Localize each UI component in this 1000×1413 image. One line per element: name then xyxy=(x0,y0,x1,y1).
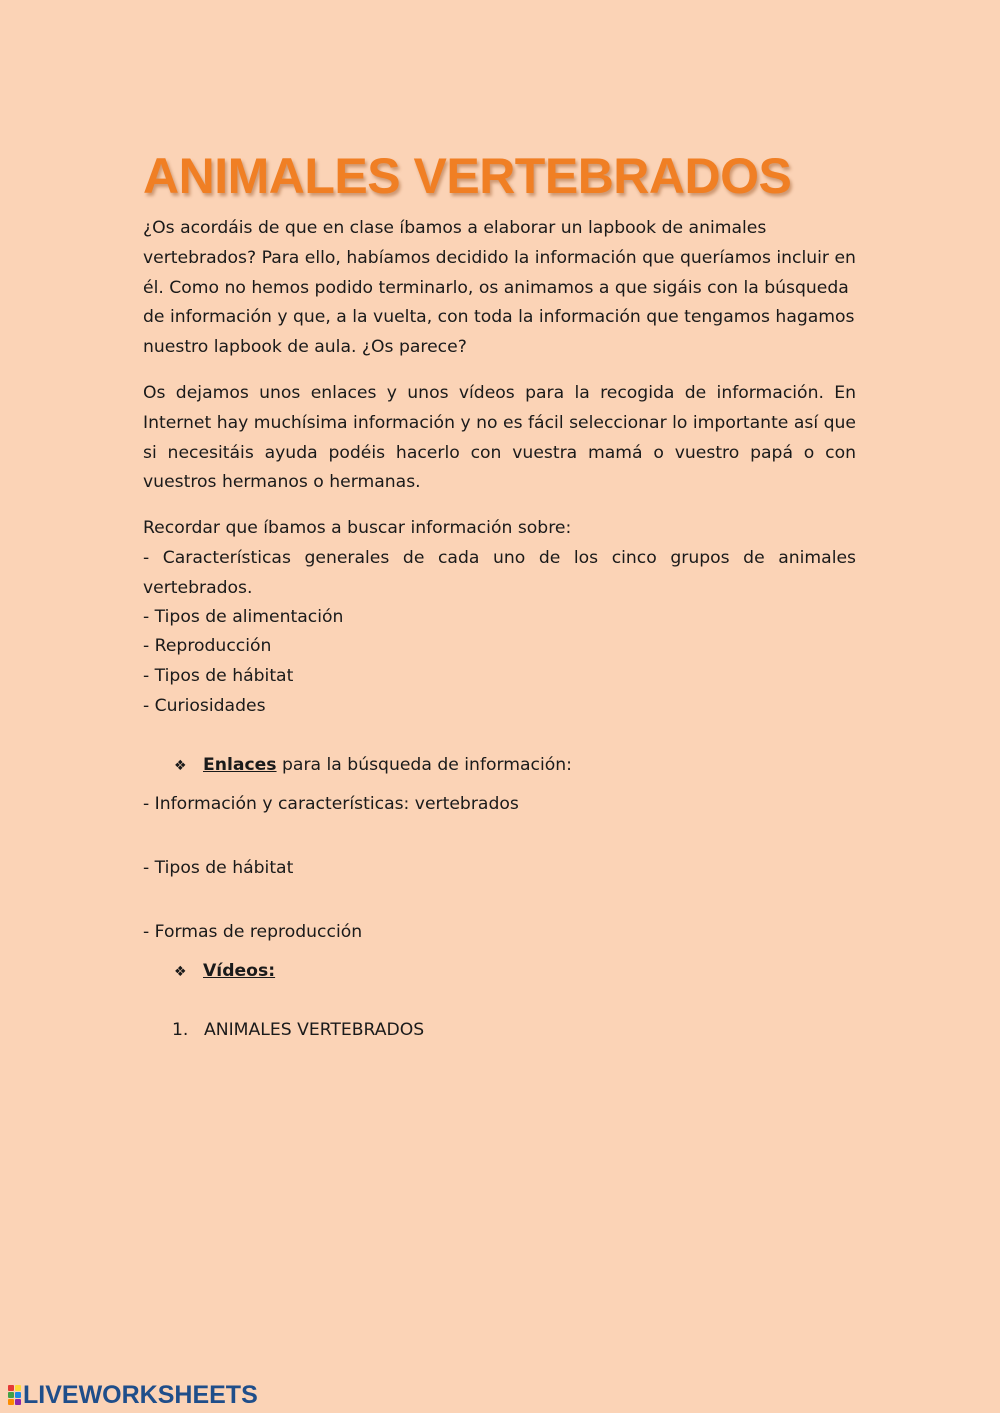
topic-item: - Curiosidades xyxy=(143,696,266,716)
link-item-information[interactable]: - Información y características: vertebrados xyxy=(143,794,519,814)
logo-text: LIVEWORKSHEETS xyxy=(23,1380,258,1409)
links-heading-bold: Enlaces xyxy=(203,755,277,775)
diamond-bullet-icon: ❖ xyxy=(174,964,187,980)
intro-paragraph: ¿Os acordáis de que en clase íbamos a elaborar un lapbook de animales vertebrados? Para ello, habíamos decidido la información que queríamos incluir en él. Como no hemos podido terminarlo, os animamos a que sigáis con la búsqueda de información y que, a la vuelta, con toda la información que tengamos hagamos nuestro lapbook de aula. ¿Os parece? xyxy=(143,218,856,358)
topic-item: - Características generales de cada uno de los cinco grupos de animales vertebrados. xyxy=(143,548,856,598)
link-item-reproduction[interactable]: - Formas de reproducción xyxy=(143,922,363,942)
diamond-bullet-icon: ❖ xyxy=(174,758,187,774)
video-item-label: ANIMALES VERTEBRADOS xyxy=(204,1020,425,1040)
video-item-number: 1. xyxy=(172,1020,189,1040)
topic-item: - Reproducción xyxy=(143,636,272,656)
link-item-habitat[interactable]: - Tipos de hábitat xyxy=(143,858,294,878)
topic-item: - Tipos de hábitat xyxy=(143,666,294,686)
topics-heading: Recordar que íbamos a buscar información sobre: xyxy=(143,518,572,538)
videos-heading xyxy=(174,957,275,988)
liveworksheets-logo[interactable] xyxy=(8,1381,258,1409)
page-title: ANIMALES VERTEBRADOS xyxy=(143,148,792,204)
links-paragraph: Os dejamos unos enlaces y unos vídeos para la recogida de información. En Internet hay muchísima información y no es fácil seleccionar lo importante así que si necesitáis ayuda podéis hacerlo con vuestra mamá o vuestro papá o con vuestros hermanos o hermanas. xyxy=(143,383,856,493)
links-heading xyxy=(174,751,572,782)
video-item[interactable] xyxy=(172,1016,424,1046)
topic-item: - Tipos de alimentación xyxy=(143,607,344,627)
videos-heading-label: Vídeos: xyxy=(203,961,276,981)
logo-blocks-icon xyxy=(8,1385,21,1405)
links-heading-rest: para la búsqueda de información: xyxy=(276,755,572,775)
